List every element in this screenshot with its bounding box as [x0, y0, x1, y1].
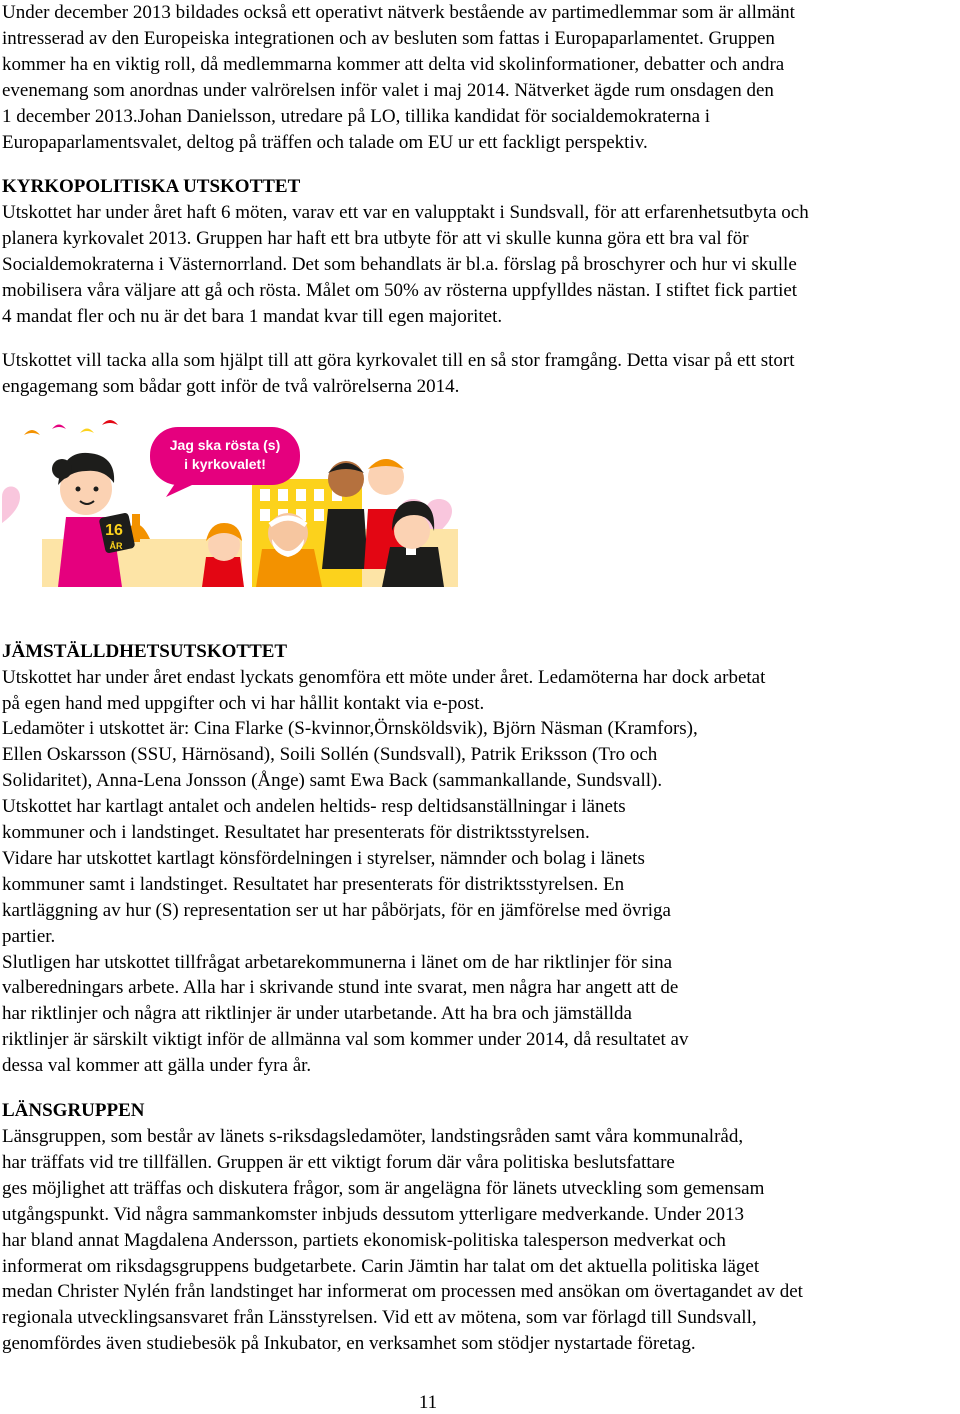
lansgruppen-section	[2, 1098, 958, 1357]
text-line: Vidare har utskottet kartlagt könsfördelningen i styrelser, nämnder och bolag i länets	[2, 847, 645, 869]
text-line: kommuner och i landstinget. Resultatet har presenterats för distriktsstyrelsen.	[2, 822, 590, 844]
text-line: medan Christer Nylén från landstinget har informerat om processen med ansökan om övertagandet av det	[2, 1281, 803, 1303]
text-line: partier.	[2, 925, 56, 947]
bubble-text-line-1: Jag ska rösta (s)	[169, 436, 281, 453]
lansgruppen-heading: LÄNSGRUPPEN	[2, 1100, 145, 1122]
text-line: regionala utvecklingsansvaret från Länsstyrelsen. Vid ett av mötena, som var förlagd till Sundsvall,	[2, 1307, 757, 1329]
jamstalldhet-section	[2, 639, 958, 1079]
text-line: har riktlinjer och några att riktlinjer är under utarbetande. Att ha bra och jämställda	[2, 1003, 632, 1025]
text-line: kommuner samt i landstinget. Resultatet har presenterats för distriktsstyrelsen. En	[2, 873, 625, 895]
text-line: har träffats vid tre tillfällen. Gruppen är ett viktigt forum där våra politiska beslutsfattare	[2, 1151, 675, 1173]
kyrkoval-campaign-banner	[2, 419, 458, 587]
banner-illustration	[2, 419, 458, 587]
text-line: kommer ha en viktig roll, då medlemmarna kommer att delta vid skolinformationer, debatter och andra	[2, 53, 785, 75]
text-line: Länsgruppen, som består av länets s-riksdagsledamöter, landstingsråden samt våra kommunalråd,	[2, 1126, 744, 1147]
text-line: intresserad av den Europeiska integrationen och av besluten som fattas i Europaparlamentet. Gruppen	[2, 27, 775, 49]
jamstalldhet-paragraph	[2, 665, 958, 1080]
text-line: informerat om riksdagsgruppens budgetarbete. Carin Jämtin har talat om det aktuella politiska läget	[2, 1255, 760, 1277]
kyrkopolitiska-paragraph-2	[2, 348, 958, 400]
text-line: Utskottet vill tacka alla som hjälpt till att göra kyrkovalet till en så stor framgång. Detta visar på ett stort	[2, 349, 795, 371]
intro-paragraph	[2, 0, 958, 155]
kyrkopolitiska-paragraph-1	[2, 200, 958, 330]
bubble-text-line-2: i kyrkovalet!	[184, 455, 266, 472]
text-line: evenemang som anordnas under valrörelsen inför valet i maj 2014. Nätverket ägde rum onsdagen den	[2, 79, 774, 101]
text-line: Utskottet har under året haft 6 möten, varav ett var en valupptakt i Sundsvall, för att erfarenhetsutbyta och	[2, 202, 809, 224]
text-line: 4 mandat fler och nu är det bara 1 mandat kvar till egen majoritet.	[2, 305, 503, 327]
text-line: mobilisera våra väljare att gå och rösta. Målet om 50% av rösterna uppfylldes nästan. I stiftet fick partiet	[2, 280, 798, 302]
text-line: genomfördes även studiebesök på Inkubator, en verksamhet som stödjer nystartade företag.	[2, 1333, 696, 1355]
text-line: Europaparlamentsvalet, deltog på träffen och talade om EU ur ett fackligt perspektiv.	[2, 131, 648, 153]
lansgruppen-paragraph	[2, 1124, 958, 1357]
age-badge-number: 16	[105, 521, 123, 539]
text-line: riktlinjer är särskilt viktigt inför de allmänna val som kommer under 2014, då resultatet av	[2, 1029, 689, 1051]
intro-section	[2, 0, 958, 155]
age-badge-unit: ÅR	[109, 540, 123, 551]
text-line: Solidaritet), Anna-Lena Jonsson (Ånge) samt Ewa Back (sammankallande, Sundsvall).	[2, 770, 663, 792]
kyrkopolitiska-section	[2, 174, 958, 399]
text-line: utgångspunkt. Vid några sammankomster inbjuds dessutom ytterligare medverkande. Under 2013	[2, 1203, 744, 1225]
kyrkopolitiska-heading: KYRKOPOLITISKA UTSKOTTET	[2, 176, 301, 198]
text-line: dessa val kommer att gälla under fyra år.	[2, 1055, 312, 1077]
text-line: engagemang som bådar gott inför de två valrörelserna 2014.	[2, 375, 460, 397]
document-page	[2, 0, 958, 1357]
text-line: planera kyrkovalet 2013. Gruppen har haft ett bra utbyte för att vi skulle kunna göra ett bra val för	[2, 228, 749, 250]
text-line: har bland annat Magdalena Andersson, partiets ekonomisk-politiska talesperson medverkat och	[2, 1229, 726, 1251]
text-line: Under december 2013 bildades också ett operativt nätverk bestående av partimedlemmar som är allmänt	[2, 2, 795, 23]
jamstalldhet-heading: JÄMSTÄLLDHETSUTSKOTTET	[2, 640, 288, 662]
text-line: Utskottet har under året endast lyckats genomföra ett möte under året. Ledamöterna har dock arbetat	[2, 666, 766, 688]
text-line: Slutligen har utskottet tillfrågat arbetarekommunerna i länet om de har riktlinjer för sina	[2, 951, 673, 973]
text-line: Ellen Oskarsson (SSU, Härnösand), Soili Sollén (Sundsvall), Patrik Eriksson (Tro och	[2, 744, 658, 766]
text-line: Ledamöter i utskottet är: Cina Flarke (S-kvinnor,Örnsköldsvik), Björn Näsman (Kramfors),	[2, 718, 698, 740]
text-line: valberedningars arbete. Alla har i skrivande stund inte svarat, men några har angett att de	[2, 977, 679, 999]
text-line: ges möjlighet att träffas och diskutera frågor, som är angelägna för länets utveckling som gemensam	[2, 1177, 765, 1199]
text-line: Socialdemokraterna i Västernorrland. Det som behandlats är bl.a. förslag på broschyrer och hur vi skulle	[2, 254, 797, 276]
text-line: kartläggning av hur (S) representation ser ut har påbörjats, för en jämförelse med övriga	[2, 899, 671, 921]
text-line: 1 december 2013.Johan Danielsson, utredare på LO, tillika kandidat för socialdemokraterna i	[2, 105, 711, 127]
page-number: 11	[418, 1392, 438, 1413]
text-line: på egen hand med uppgifter och vi har hållit kontakt via e-post.	[2, 692, 485, 714]
text-line: Utskottet har kartlagt antalet och andelen heltids- resp deltidsanställningar i länets	[2, 796, 626, 818]
